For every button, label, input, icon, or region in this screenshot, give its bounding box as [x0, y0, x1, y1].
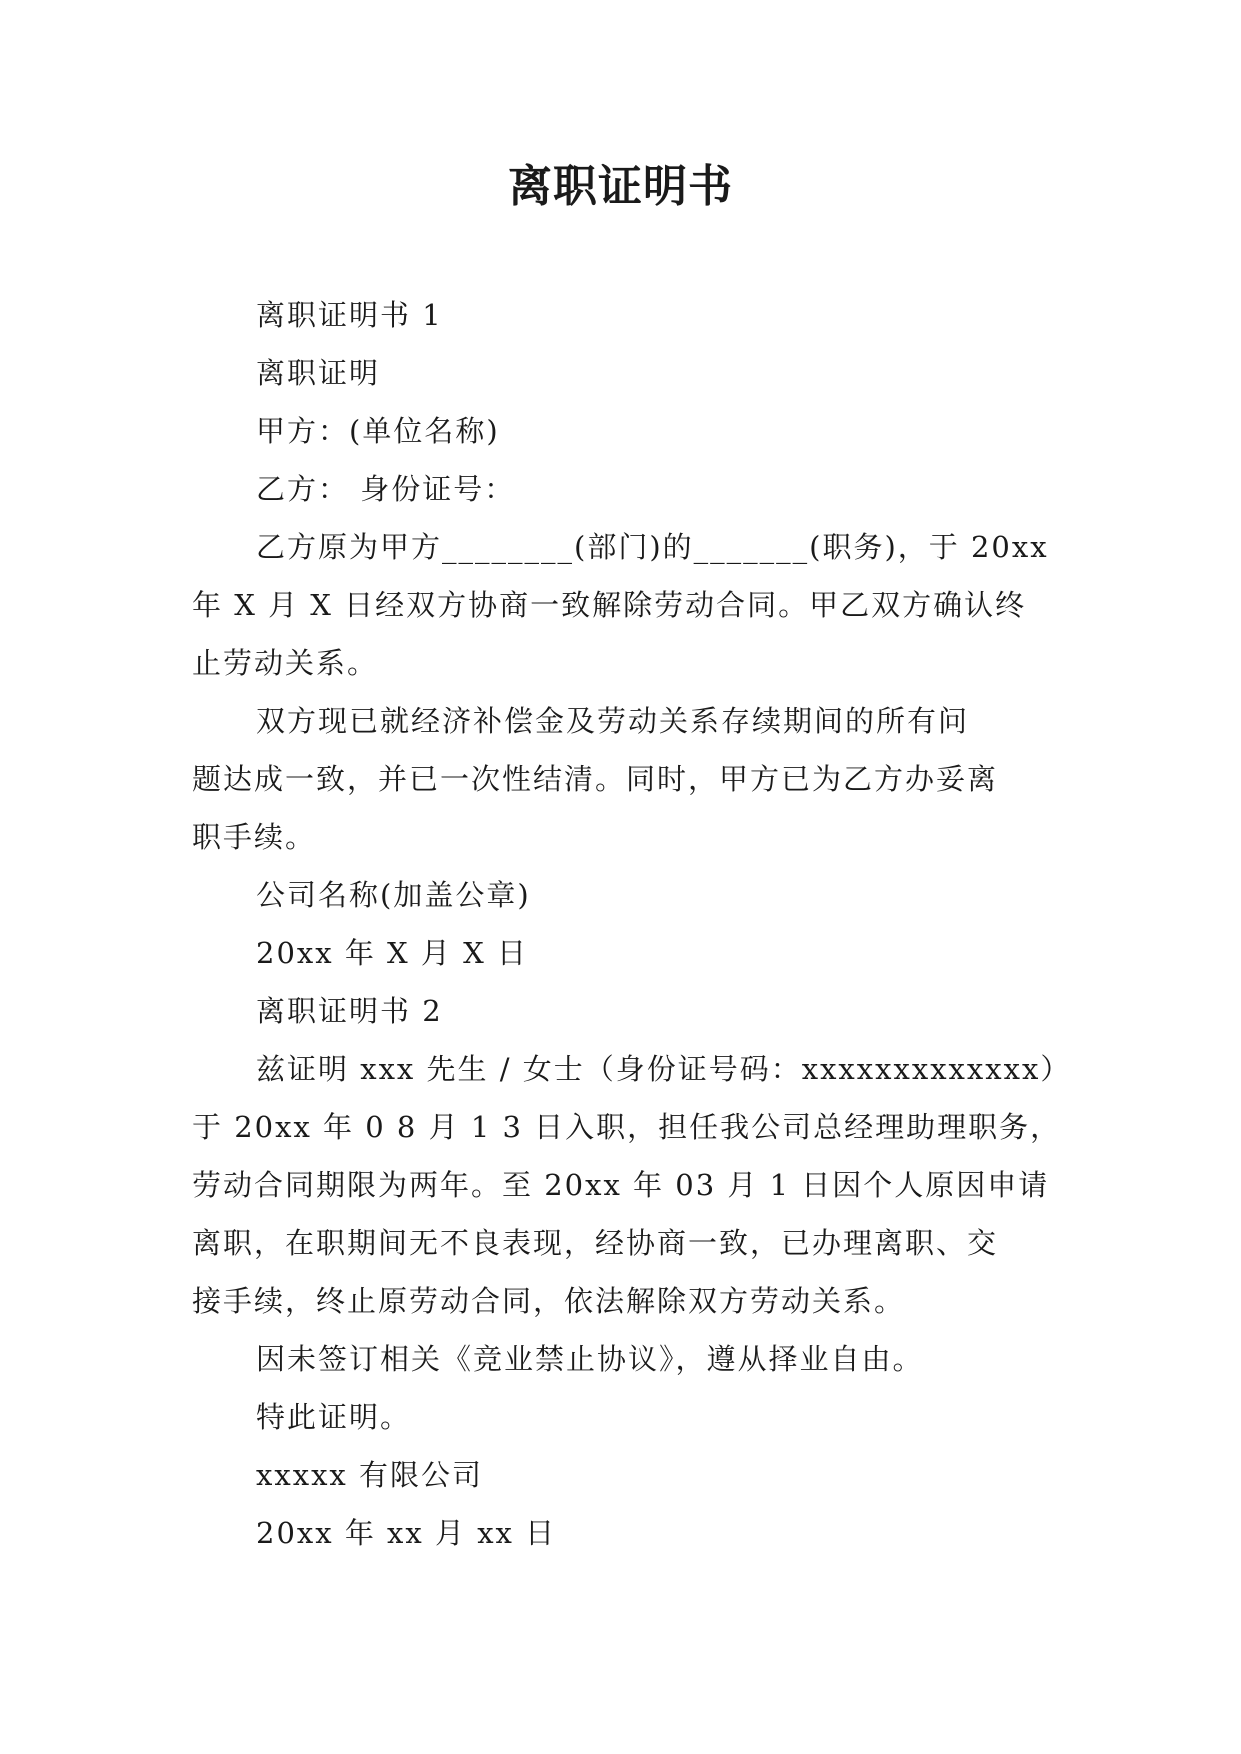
party-b-line	[192, 460, 1060, 518]
paragraph-line: 兹证明 xxx 先生 / 女士（身份证号码：xxxxxxxxxxxxx）	[256, 1052, 1072, 1086]
paragraph-line: 离职，在职期间无不良表现，经协商一致，已办理离职、交	[192, 1226, 999, 1260]
settlement-paragraph	[192, 692, 1060, 866]
date-line-2	[192, 1504, 1060, 1562]
paragraph-line: 离职证明书 1	[256, 298, 443, 332]
paragraph-line: 年 X 月 X 日经双方协商一致解除劳动合同。甲乙双方确认终	[192, 588, 1027, 622]
document-title: 离职证明书	[508, 161, 733, 212]
document-body	[192, 286, 1072, 1562]
paragraph-line: 职手续。	[192, 820, 317, 854]
paragraph-line: 乙方原为甲方________(部门)的_______(职务)，于 20xx	[256, 530, 1049, 564]
paragraph-line: 劳动合同期限为两年。至 20xx 年 03 月 1 日因个人原因申请	[192, 1168, 1050, 1202]
paragraph-line: xxxxx 有限公司	[256, 1458, 483, 1492]
paragraph-line: 20xx 年 X 月 X 日	[256, 936, 528, 970]
termination-paragraph	[192, 518, 1060, 692]
certification-line	[192, 1388, 1060, 1446]
company-seal-line	[192, 866, 1060, 924]
non-compete-line	[192, 1330, 1060, 1388]
section-heading-1	[192, 286, 1060, 344]
paragraph-line: 公司名称(加盖公章)	[256, 878, 531, 912]
paragraph-line: 离职证明书 2	[256, 994, 443, 1028]
paragraph-line: 因未签订相关《竞业禁止协议》，遵从择业自由。	[256, 1342, 924, 1376]
paragraph-line: 乙方： 身份证号：	[256, 472, 516, 506]
employment-paragraph	[192, 1040, 1072, 1330]
company-name-line	[192, 1446, 1060, 1504]
paragraph-line: 双方现已就经济补偿金及劳动关系存续期间的所有问	[256, 704, 970, 738]
paragraph-line: 甲方：(单位名称)	[256, 414, 500, 448]
paragraph-line: 于 20xx 年 0 8 月 1 3 日入职，担任我公司总经理助理职务，	[192, 1110, 1062, 1144]
paragraph-line: 特此证明。	[256, 1400, 412, 1434]
date-line-1	[192, 924, 1060, 982]
paragraph-line: 离职证明	[256, 356, 381, 390]
section-heading-2	[192, 982, 1060, 1040]
party-a-line	[192, 402, 1060, 460]
paragraph-line: 接手续，终止原劳动合同，依法解除双方劳动关系。	[192, 1284, 906, 1318]
paragraph-line: 止劳动关系。	[192, 646, 379, 680]
certificate-heading	[192, 344, 1060, 402]
paragraph-line: 题达成一致，并已一次性结清。同时，甲方已为乙方办妥离	[192, 762, 999, 796]
paragraph-line: 20xx 年 xx 月 xx 日	[256, 1516, 557, 1550]
